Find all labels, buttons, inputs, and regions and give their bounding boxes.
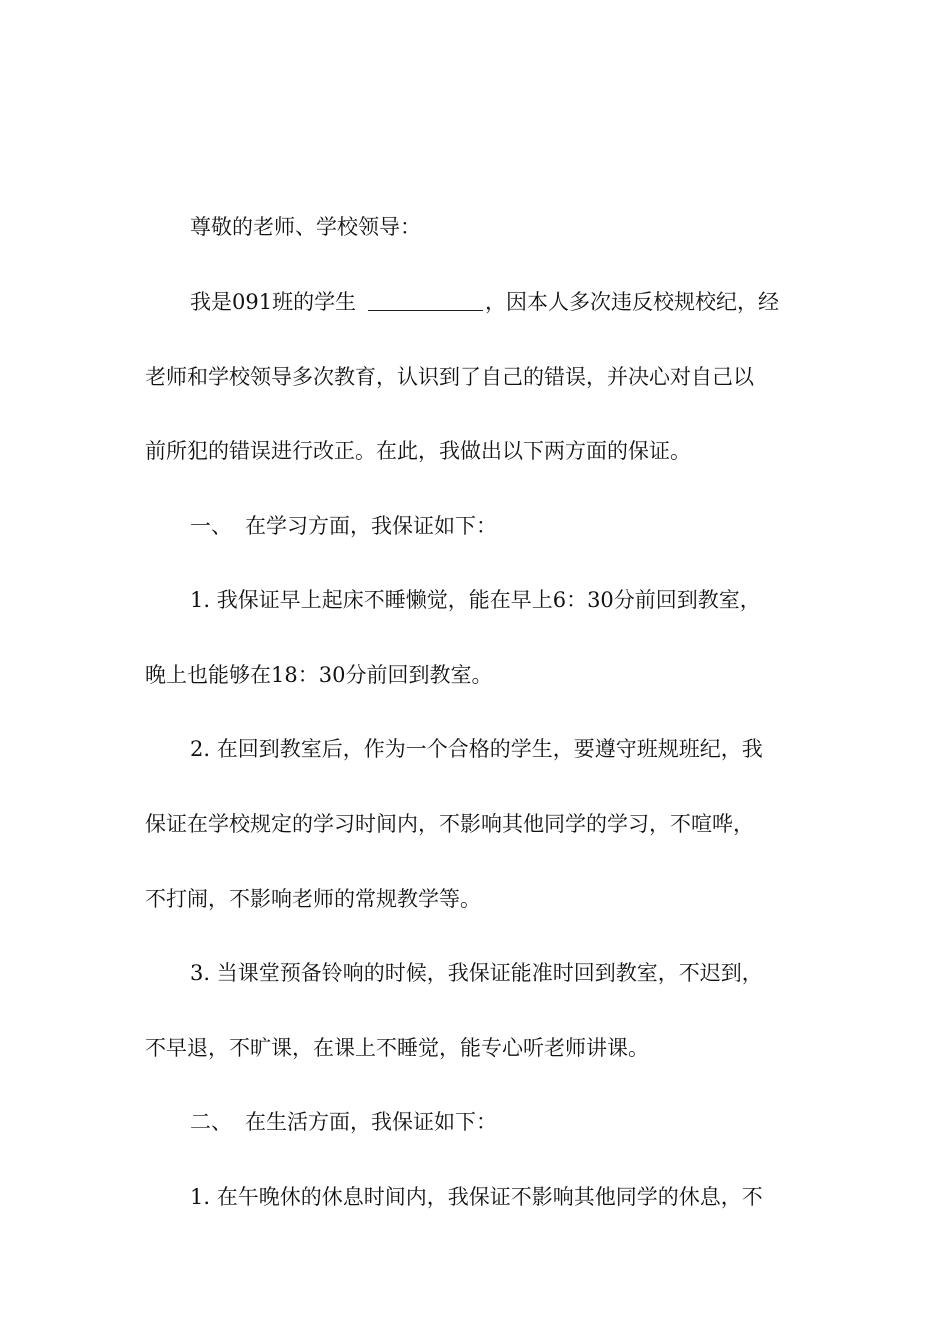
section-1-number: 一、 [190, 514, 232, 538]
section-2-title: 在生活方面，我保证如下： [245, 1110, 497, 1134]
section-1-item-2-line-3: 不打闹，不影响老师的常规教学等。 [145, 887, 481, 911]
intro-line-1 [0, 285, 950, 319]
intro-text-before-blank: 我是091班的学生 [190, 290, 357, 314]
section-2-heading [0, 1105, 950, 1139]
intro-line-2: 老师和学校领导多次教育，认识到了自己的错误，并决心对自己以 [145, 365, 754, 389]
section-1-item-3-line-2: 不早退，不旷课，在课上不睡觉，能专心听老师讲课。 [145, 1036, 649, 1060]
name-blank-underline [368, 310, 483, 311]
section-1-heading [0, 509, 950, 543]
section-1-item-1-line-2: 晚上也能够在18：30分前回到教室。 [145, 663, 493, 687]
section-1-item-1-line-1: 1. 我保证早上起床不睡懒觉，能在早上6：30分前回到教室， [190, 588, 761, 612]
section-2-item-1-line-1: 1. 在午晚休的休息时间内，我保证不影响其他同学的休息，不 [190, 1185, 763, 1209]
section-1-title: 在学习方面，我保证如下： [245, 514, 497, 538]
greeting-line: 尊敬的老师、学校领导： [190, 215, 421, 239]
section-1-item-2-line-1: 2. 在回到教室后，作为一个合格的学生，要遵守班规班纪，我 [190, 737, 763, 761]
intro-line-3: 前所犯的错误进行改正。在此，我做出以下两方面的保证。 [145, 439, 691, 463]
section-2-number: 二、 [190, 1110, 232, 1134]
section-1-item-2-line-2: 保证在学校规定的学习时间内，不影响其他同学的学习，不喧哗， [145, 812, 754, 836]
intro-text-after-blank: ，因本人多次违反校规校纪，经 [485, 290, 779, 314]
section-1-item-3-line-1: 3. 当课堂预备铃响的时候，我保证能准时回到教室，不迟到， [190, 961, 763, 985]
